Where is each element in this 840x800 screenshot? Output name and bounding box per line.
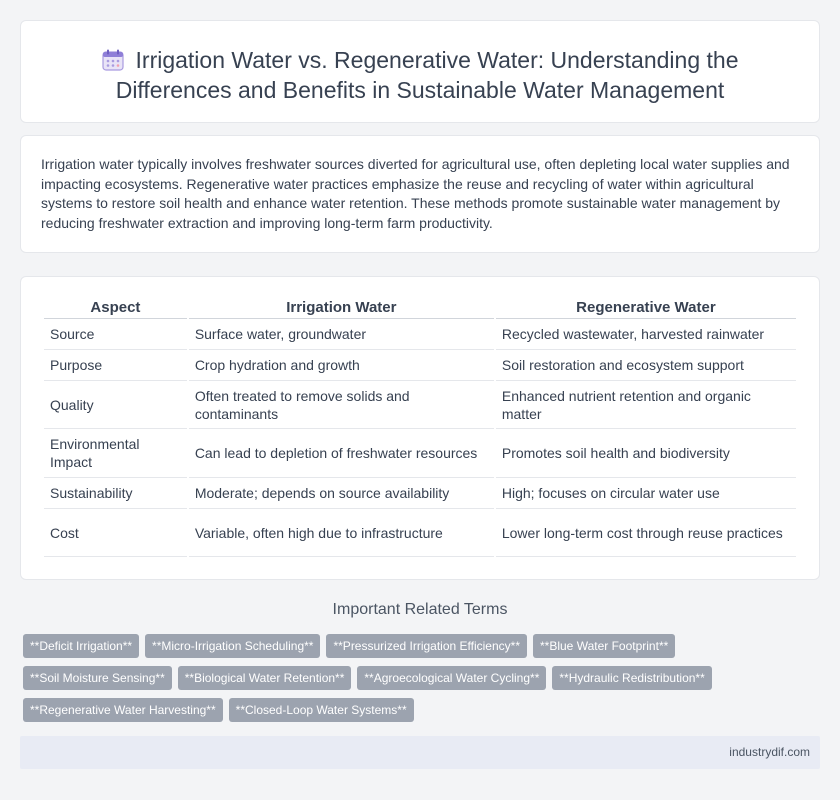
calendar-icon xyxy=(102,49,124,71)
title-card xyxy=(20,20,820,123)
table-header-row xyxy=(44,295,796,319)
table-cell: High; focuses on circular water use xyxy=(496,478,796,509)
column-header: Regenerative Water xyxy=(496,295,796,319)
table-cell: Crop hydration and growth xyxy=(189,350,494,381)
table-row xyxy=(44,319,796,350)
related-term-tag[interactable]: **Deficit Irrigation** xyxy=(23,634,139,658)
related-terms-title: Important Related Terms xyxy=(332,601,508,618)
related-term-tag[interactable]: **Closed-Loop Water Systems** xyxy=(229,698,414,722)
table-cell: Promotes soil health and biodiversity xyxy=(496,429,796,478)
column-header: Irrigation Water xyxy=(189,295,494,319)
intro-paragraph: Irrigation water typically involves freshwater sources diverted for agricultural use, often depleting local water supplies and impacting ecosystems. Regenerative water practices emphasize the reuse and recycling of water within agricultural systems to restore soil health and enhance water retention. These methods promote sustainable water management by reducing freshwater extraction and improving long-term farm productivity. xyxy=(41,156,790,231)
related-term-tag[interactable]: **Hydraulic Redistribution** xyxy=(552,666,711,690)
table-row xyxy=(44,478,796,509)
table-cell: Surface water, groundwater xyxy=(189,319,494,350)
table-cell: Recycled wastewater, harvested rainwater xyxy=(496,319,796,350)
related-terms-row xyxy=(23,634,823,658)
table-cell: Sustainability xyxy=(44,478,187,509)
table-cell: Quality xyxy=(44,381,187,429)
comparison-table xyxy=(42,295,798,557)
related-term-tag[interactable]: **Blue Water Footprint** xyxy=(533,634,675,658)
table-row xyxy=(44,381,796,429)
table-cell: Variable, often high due to infrastructure xyxy=(189,509,494,557)
related-term-tag[interactable]: **Biological Water Retention** xyxy=(178,666,352,690)
related-terms-row xyxy=(23,698,823,722)
footer-site-link[interactable]: industrydif.com xyxy=(729,745,810,759)
related-terms-row xyxy=(23,666,823,690)
table-row xyxy=(44,509,796,557)
page-title-text: Irrigation Water vs. Regenerative Water: Understanding the Differences and Benefits in Sustainable Water Management xyxy=(115,47,739,103)
intro-card xyxy=(20,135,820,253)
related-term-tag[interactable]: **Pressurized Irrigation Efficiency** xyxy=(326,634,527,658)
related-term-tag[interactable]: **Micro-Irrigation Scheduling** xyxy=(145,634,320,658)
table-cell: Source xyxy=(44,319,187,350)
table-row xyxy=(44,350,796,381)
table-row xyxy=(44,429,796,478)
table-cell: Can lead to depletion of freshwater resources xyxy=(189,429,494,478)
related-term-tag[interactable]: **Agroecological Water Cycling** xyxy=(357,666,546,690)
column-header: Aspect xyxy=(44,295,187,319)
table-cell: Enhanced nutrient retention and organic matter xyxy=(496,381,796,429)
table-cell: Soil restoration and ecosystem support xyxy=(496,350,796,381)
footer xyxy=(20,736,820,769)
table-cell: Often treated to remove solids and contaminants xyxy=(189,381,494,429)
related-term-tag[interactable]: **Regenerative Water Harvesting** xyxy=(23,698,223,722)
related-term-tag[interactable]: **Soil Moisture Sensing** xyxy=(23,666,172,690)
comparison-card xyxy=(20,276,820,580)
table-cell: Environmental Impact xyxy=(44,429,187,478)
table-cell: Cost xyxy=(44,509,187,557)
page-title xyxy=(51,45,789,105)
table-cell: Purpose xyxy=(44,350,187,381)
table-cell: Moderate; depends on source availability xyxy=(189,478,494,509)
table-cell: Lower long-term cost through reuse practices xyxy=(496,509,796,557)
